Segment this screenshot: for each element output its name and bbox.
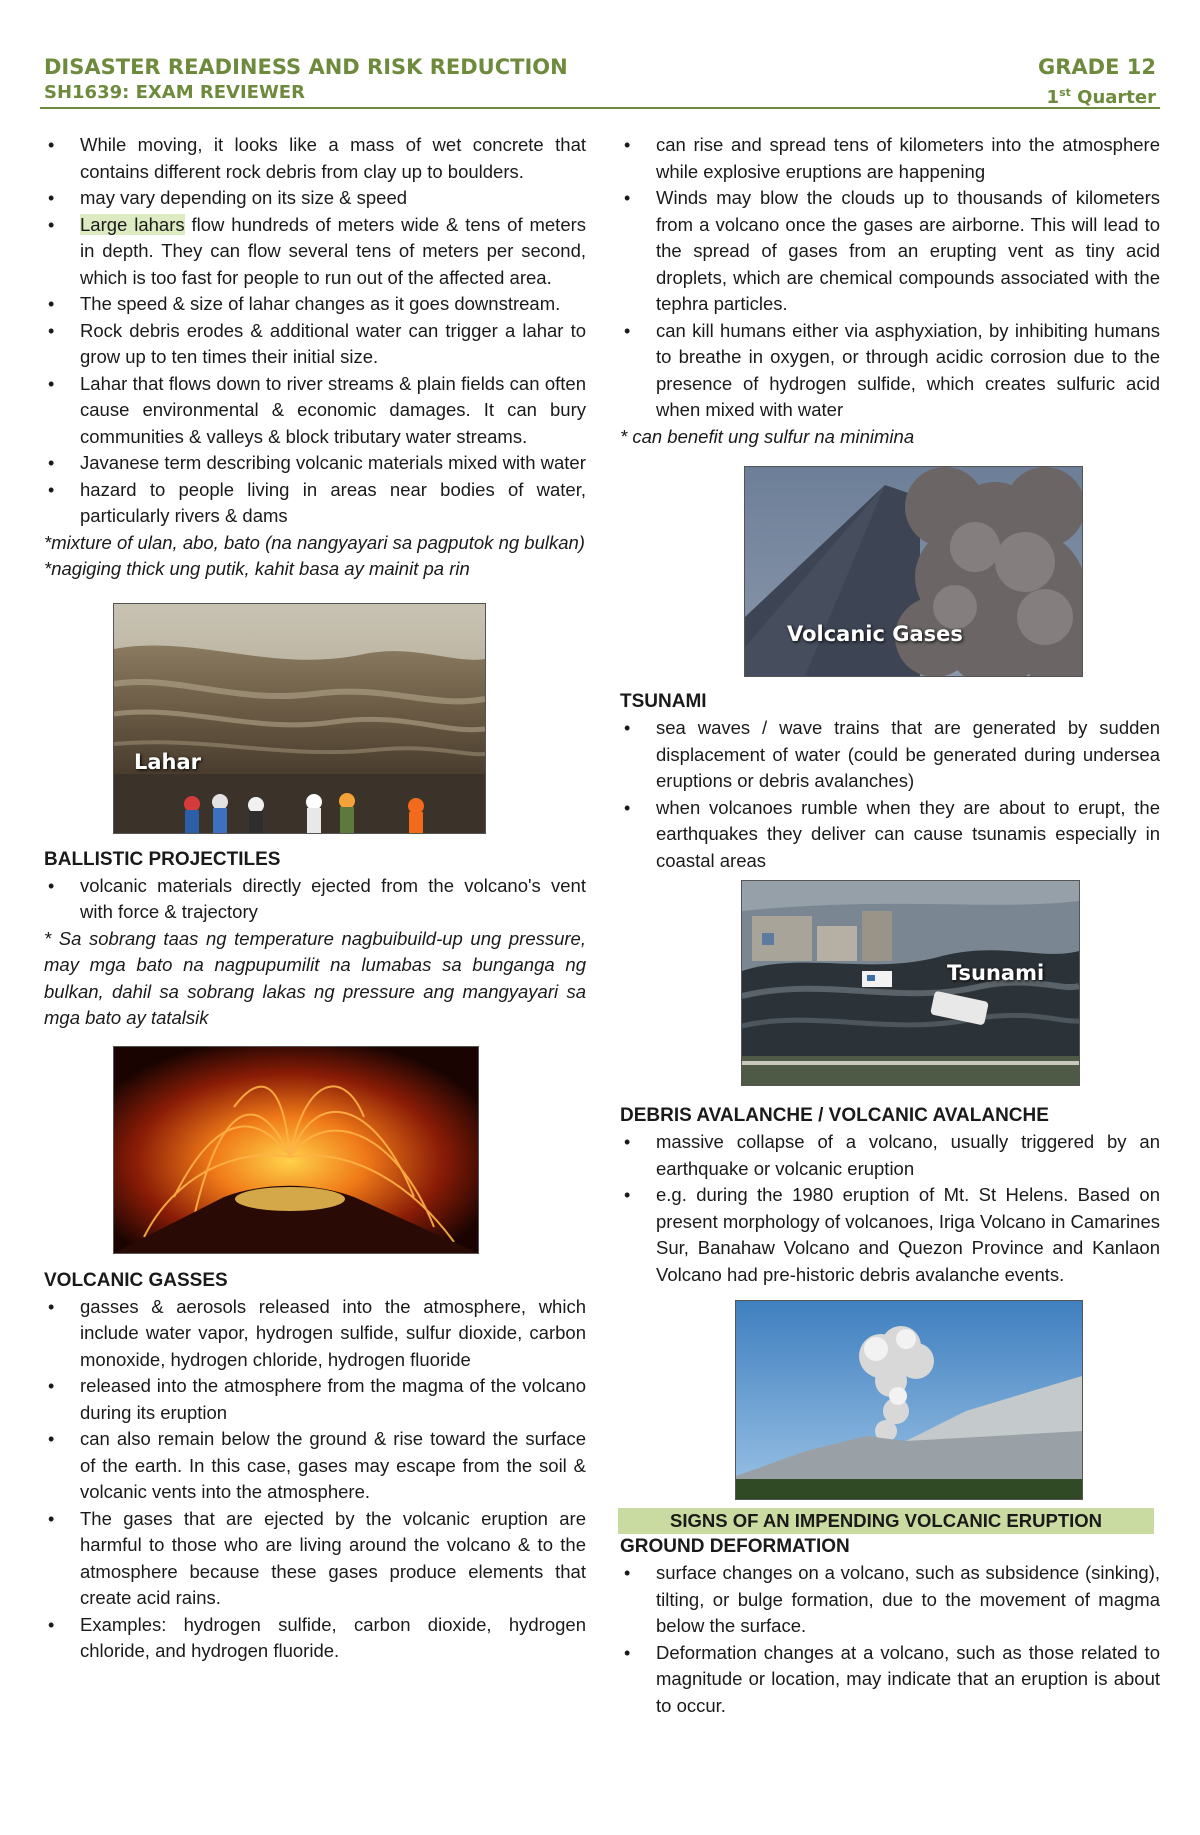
list-item: • Winds may blow the clouds up to thousands of kilometers from a volcano once the gases are airborne. This will lead to the spread of gases from an erupting vent as tiny acid droplets, which are chemical compounds associated with the tephra particles. xyxy=(620,185,1160,318)
debris-avalanche-illustration xyxy=(736,1301,1082,1499)
gas-bullet-list xyxy=(620,132,1160,424)
list-item: • surface changes on a volcano, such as subsidence (sinking), tilting, or bulge formation, due to the movement of magma below the surface. xyxy=(620,1560,1160,1640)
ballistic-bullet-list xyxy=(44,873,586,926)
quarter-number: 1 xyxy=(1046,87,1060,108)
signs-section-heading: SIGNS OF AN IMPENDING VOLCANIC ERUPTION xyxy=(618,1508,1154,1534)
list-item: • Examples: hydrogen sulfide, carbon dioxide, hydrogen chloride, and hydrogen fluoride. xyxy=(44,1612,586,1665)
right-column xyxy=(620,132,1160,1719)
lahar-note: *mixture of ulan, abo, bato (na nangyayari sa pagputok ng bulkan) xyxy=(44,531,585,553)
list-item: • Lahar that flows down to river streams & plain fields can often cause environmental & economic damages. It can bury communities & valleys & block tributary water streams. xyxy=(44,371,586,451)
document-title: DISASTER READINESS AND RISK REDUCTION xyxy=(44,55,568,79)
list-item: • hazard to people living in areas near bodies of water, particularly rivers & dams xyxy=(44,477,586,530)
gasses-heading: VOLCANIC GASSES xyxy=(44,1269,228,1291)
volcanic-gases-caption: Volcanic Gases xyxy=(787,622,963,646)
tsunami-caption: Tsunami xyxy=(947,961,1045,985)
lahar-caption: Lahar xyxy=(134,749,202,774)
list-item: • can also remain below the ground & rise toward the surface of the earth. In this case, gases may escape from the soil & volcanic vents into the atmosphere. xyxy=(44,1426,586,1506)
quarter-suffix: st xyxy=(1059,86,1071,99)
list-item: • Javanese term describing volcanic materials mixed with water xyxy=(44,450,586,477)
gas-note: * can benefit ung sulfur na minimina xyxy=(620,425,915,447)
document-header-left xyxy=(44,54,568,105)
list-item: • when volcanoes rumble when they are about to erupt, the earthquakes they deliver can cause tsunamis especially in coastal areas xyxy=(620,795,1160,875)
ballistic-note: * Sa sobrang taas ng temperature nagbuibuild-up ung pressure, may mga bato na nagpupumilit na lumabas sa bunganga ng bulkan, dahil sa sobrang lakas ng pressure ang mangyayari sa mga bato ay tatalsik xyxy=(44,927,586,1028)
list-item: • Deformation changes at a volcano, such as those related to magnitude or location, may indicate that an eruption is about to occur. xyxy=(620,1640,1160,1720)
list-item: • may vary depending on its size & speed xyxy=(44,185,586,212)
tsunami-image xyxy=(741,880,1080,1086)
list-item: • sea waves / wave trains that are generated by sudden displacement of water (could be generated during undersea eruptions or debris avalanches) xyxy=(620,715,1160,795)
tsunami-heading: TSUNAMI xyxy=(620,691,707,712)
debris-bullet-list xyxy=(620,1129,1160,1288)
debris-heading: DEBRIS AVALANCHE / VOLCANIC AVALANCHE xyxy=(620,1105,1049,1126)
header-divider xyxy=(40,107,1160,109)
quarter-label xyxy=(1038,81,1156,110)
highlighted-text: Large lahars xyxy=(80,213,185,235)
quarter-word: Quarter xyxy=(1077,87,1156,108)
list-item: • Rock debris erodes & additional water can trigger a lahar to grow up to ten times their initial size. xyxy=(44,318,586,371)
list-item: • While moving, it looks like a mass of wet concrete that contains different rock debris from clay up to boulders. xyxy=(44,132,586,185)
list-item: • released into the atmosphere from the magma of the volcano during its eruption xyxy=(44,1373,586,1426)
list-item: • volcanic materials directly ejected from the volcano's vent with force & trajectory xyxy=(44,873,586,926)
debris-avalanche-image xyxy=(735,1300,1083,1500)
ground-deformation-heading: GROUND DEFORMATION xyxy=(620,1536,850,1557)
list-item-text: flow hundreds of meters wide & tens of meters in depth. They can flow several tens of meters per second, which is too fast for people to run out of the affected area. xyxy=(80,213,587,288)
lahar-illustration xyxy=(114,604,485,833)
document-header-right xyxy=(1038,54,1156,110)
ballistic-heading: BALLISTIC PROJECTILES xyxy=(44,848,281,870)
lahar-note: *nagiging thick ung putik, kahit basa ay mainit pa rin xyxy=(44,558,470,579)
lahar-bullet-list xyxy=(44,132,586,530)
volcanic-gases-image xyxy=(744,466,1083,677)
list-item: • gasses & aerosols released into the atmosphere, which include water vapor, hydrogen sulfide, sulfur dioxide, carbon monoxide, hydrogen chloride, hydrogen fluoride xyxy=(44,1294,586,1374)
list-item: • massive collapse of a volcano, usually triggered by an earthquake or volcanic eruption xyxy=(620,1129,1160,1182)
tsunami-bullet-list xyxy=(620,715,1160,874)
list-item xyxy=(44,212,586,292)
eruption-illustration xyxy=(114,1047,478,1253)
grade-label: GRADE 12 xyxy=(1038,55,1156,79)
list-item: • The gases that are ejected by the volcanic eruption are harmful to those who are living around the volcano & to the atmosphere because these gases produce elements that create acid rains. xyxy=(44,1506,586,1612)
list-item: • e.g. during the 1980 eruption of Mt. St Helens. Based on present morphology of volcanoes, Iriga Volcano in Camarines Sur, Banahaw Volcano and Quezon Province and Kanlaon Volcano had pre-historic debris avalanche events. xyxy=(620,1182,1160,1288)
ballistic-image xyxy=(113,1046,479,1254)
list-item: • can rise and spread tens of kilometers into the atmosphere while explosive eruptions are happening xyxy=(620,132,1160,185)
list-item: • can kill humans either via asphyxiation, by inhibiting humans to breathe in oxygen, or through acidic corrosion due to the presence of hydrogen sulfide, which creates sulfuric acid when mixed with water xyxy=(620,318,1160,424)
gasses-bullet-list xyxy=(44,1294,586,1665)
list-item: • The speed & size of lahar changes as it goes downstream. xyxy=(44,291,586,318)
left-column xyxy=(44,132,586,1665)
lahar-image xyxy=(113,603,486,834)
ground-bullet-list xyxy=(620,1560,1160,1719)
document-subtitle: SH1639: EXAM REVIEWER xyxy=(44,82,305,103)
